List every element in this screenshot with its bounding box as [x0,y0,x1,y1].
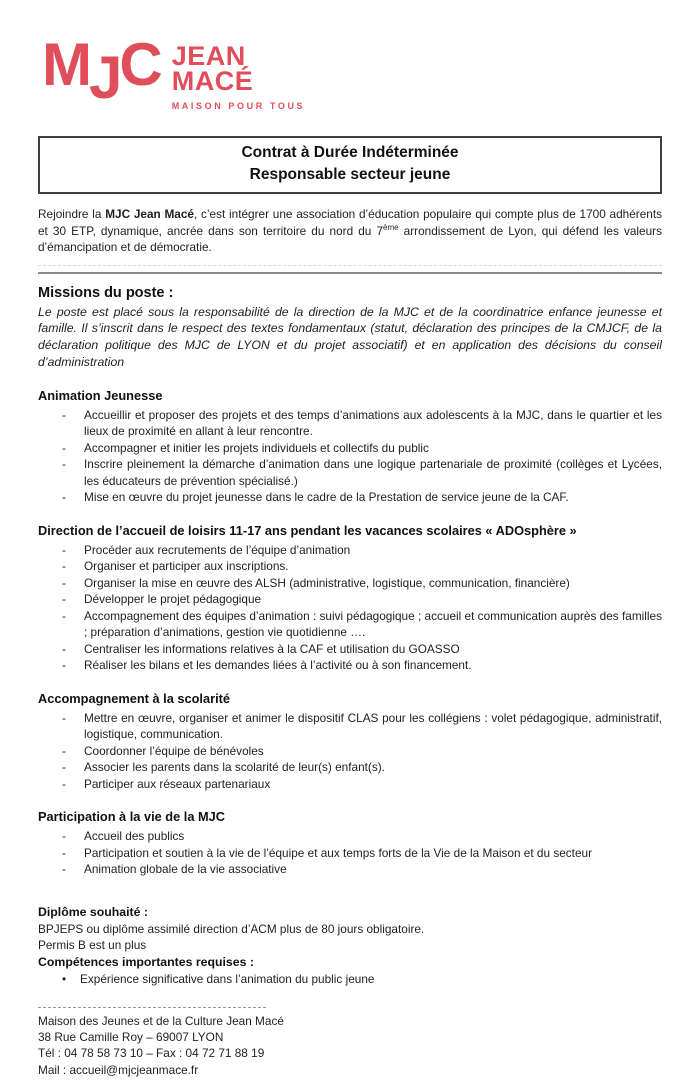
dash-bullet-marker: - [62,542,66,557]
bullet-item [38,456,662,489]
bullet-list [38,710,662,793]
dash-bullet-marker: - [62,641,66,656]
intro-text-1: Rejoindre la [38,207,106,221]
bullet-item [38,828,662,845]
diploma-line: Permis B est un plus [38,938,147,953]
bullet-item [38,743,662,760]
bullet-text: Accompagnement des équipes d’animation : suivi pédagogique ; accueil et communication auprès des familles ; préparation d’animations, gestion vie quotidienne …. [84,608,662,640]
bullet-item [38,608,662,641]
dash-bullet-marker: - [62,592,66,607]
bullet-text: Animation globale de la vie associative [84,862,287,877]
dash-bullet-marker: - [62,658,66,673]
bullet-item [38,489,662,506]
dash-bullet-marker: - [62,845,66,860]
bullet-item [38,776,662,793]
bullet-item [38,440,662,457]
bullet-text: Organiser la mise en œuvre des ALSH (administrative, logistique, communication, financière) [84,575,570,590]
bullet-text: Participer aux réseaux partenariaux [84,776,271,791]
section-separator [38,265,662,274]
bullet-list [38,407,662,506]
footer-line: Mail : accueil@mjcjeanmace.fr [38,1062,199,1077]
bullet-text: Accueillir et proposer des projets et des temps d’animations aux adolescents à la MJC, dans le quartier et les lieux de proximité en allant à leur rencontre. [84,407,662,439]
missions-heading: Missions du poste : [38,284,174,301]
bullet-item [38,759,662,776]
bullet-item [38,971,662,988]
job-title-box [38,136,662,194]
intro-text-2: , c’est intégrer une association d’éducation populaire qui compte plus de 1700 adhérents et 30 ETP, dynamique, ancrée dans son territoire du nord du 7 [38,207,662,238]
intro-paragraph [38,206,662,256]
qualifications-block [38,904,662,988]
footer-line: Maison des Jeunes et de la Culture Jean Macé [38,1014,284,1029]
job-section [38,523,662,674]
logo-wordmark [172,36,305,111]
bullet-text: Accueil des publics [84,829,185,844]
logo-letter-m: M [42,31,89,98]
bullet-item [38,657,662,674]
bullet-item [38,407,662,440]
dash-bullet-marker: - [62,407,66,422]
bullet-item [38,641,662,658]
diploma-line: BPJEPS ou diplôme assimilé direction d’ACM plus de 80 jours obligatoire. [38,921,425,936]
logo-tagline: MAISON POUR TOUS [171,101,306,112]
bullet-text: Procéder aux recrutements de l’équipe d’animation [84,542,351,557]
bullet-text: Inscrire pleinement la démarche d’animation dans une logique partenariale de proximité (collèges et Lycées, les éducateurs de prévention spécialisé.) [84,457,662,488]
job-section [38,691,662,793]
skills-list [38,971,662,988]
footer-line: 38 Rue Camille Roy – 69007 LYON [38,1030,224,1045]
logo-name-line2: MACÉ [171,66,254,97]
dash-bullet-marker: - [62,608,66,623]
bullet-text: Associer les parents dans la scolarité de leur(s) enfant(s). [84,760,385,775]
bullet-item [38,591,662,608]
bullet-text: Expérience significative dans l’animation du public jeune [80,972,375,987]
bullet-list [38,542,662,674]
bullet-text: Participation et soutien à la vie de l’équipe et aux temps forts de la Vie de la Maison et du secteur [84,845,593,860]
job-sections [38,388,662,878]
missions-block [38,285,662,371]
section-heading: Animation Jeunesse [38,387,163,403]
dot-bullet-marker: • [62,972,67,987]
bullet-text: Mettre en œuvre, organiser et animer le dispositif CLAS pour les collégiens : volet pédagogique, administratif, logistique, communication. [84,710,662,742]
job-title-position: Responsable secteur jeune [249,166,451,183]
bullet-text: Accompagner et initier les projets individuels et collectifs du public [84,440,429,455]
skills-heading: Compétences importantes requises : [38,955,254,970]
section-heading: Accompagnement à la scolarité [38,690,231,706]
dash-bullet-marker: - [62,490,66,505]
bullet-item [38,575,662,592]
mjc-logo [42,31,662,120]
logo-mjc-letters [42,31,160,111]
dash-bullet-marker: - [62,440,66,455]
dash-bullet-marker: - [62,457,66,472]
logo-letter-j: J [88,44,120,111]
bullet-text: Mise en œuvre du projet jeunesse dans le cadre de la Prestation de service jeune de la CAF. [84,490,569,505]
bullet-item [38,558,662,575]
dash-bullet-marker: - [62,743,66,758]
bullet-text: Centraliser les informations relatives à la CAF et utilisation du GOASSO [84,641,460,656]
dash-bullet-marker: - [62,760,66,775]
intro-text-3: arrondissement de Lyon, qui défend les valeurs d’émancipation et de démocratie. [38,223,662,254]
dash-bullet-marker: - [62,829,66,844]
job-section [38,809,662,878]
dash-bullet-marker: - [62,710,66,725]
missions-description: Le poste est placé sous la responsabilité de la direction de la MJC et de la coordinatrice enfance jeunesse et famille. Il s’inscrit dans le respect des textes fondamentaux (statut, déclaration des principes de la CMJCF, de la déclaration politique des MJC de LYON et du projet associatif) et en application des décisions du conseil d’administration [38,304,662,369]
section-heading: Direction de l’accueil de loisirs 11-17 ans pendant les vacances scolaires « ADOsphère » [38,522,577,538]
footer-line: Tél : 04 78 58 73 10 – Fax : 04 72 71 88 19 [38,1046,265,1061]
job-title-contract-type: Contrat à Durée Indéterminée [241,144,459,161]
bullet-item [38,710,662,743]
bullet-list [38,828,662,878]
bullet-text: Développer le projet pédagogique [84,592,262,607]
diploma-lines [38,921,662,955]
footer-separator [38,1007,266,1008]
bullet-text: Organiser et participer aux inscriptions. [84,559,289,574]
footer [38,1007,662,1078]
dash-bullet-marker: - [62,776,66,791]
section-heading: Participation à la vie de la MJC [38,809,226,825]
dash-bullet-marker: - [62,575,66,590]
diploma-heading: Diplôme souhaité : [38,904,148,919]
job-section [38,388,662,506]
bullet-item [38,845,662,862]
intro-superscript: ème [383,222,399,232]
footer-lines [38,1013,662,1078]
bullet-text: Coordonner l’équipe de bénévoles [84,743,264,758]
bullet-text: Réaliser les bilans et les demandes liées à l’activité ou à son financement. [84,658,472,673]
dash-bullet-marker: - [62,559,66,574]
logo-name-line1: JEAN [171,41,246,71]
bullet-item [38,542,662,559]
dash-bullet-marker: - [62,862,66,877]
intro-org-name: MJC Jean Macé [105,207,194,221]
logo-letter-c: C [119,31,160,98]
bullet-item [38,861,662,878]
